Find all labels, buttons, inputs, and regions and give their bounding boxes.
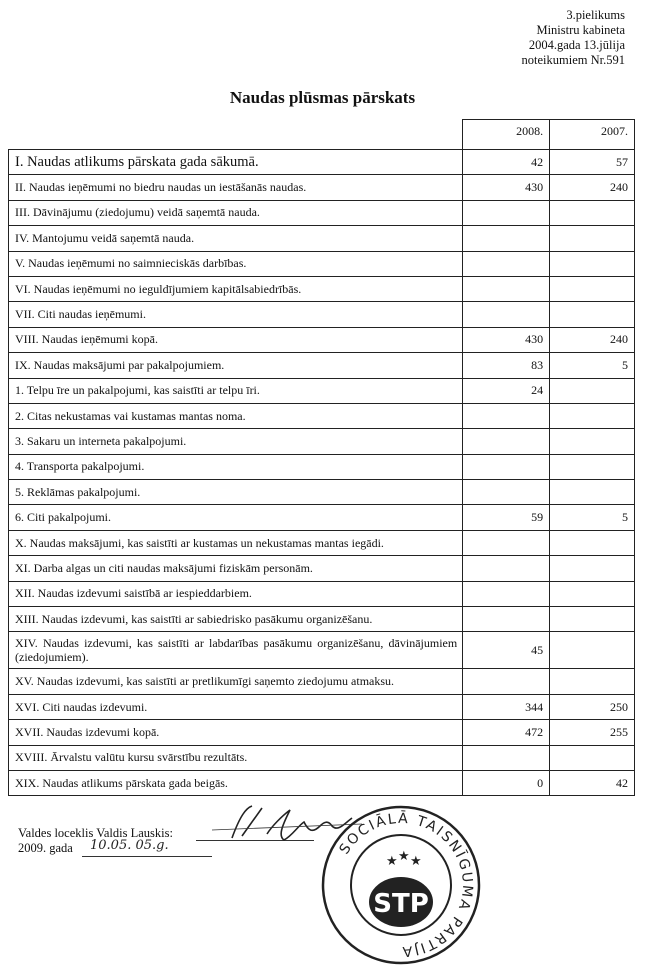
- appendix-note-line: noteikumiem Nr.591: [521, 53, 625, 67]
- value-2008: [463, 251, 550, 276]
- value-2007: [550, 745, 635, 770]
- table-row: [9, 480, 635, 505]
- value-2007: [550, 200, 635, 225]
- cash-flow-table: [8, 119, 635, 796]
- row-label: I. Naudas atlikums pārskata gada sākumā.: [9, 150, 463, 175]
- value-2007: [550, 530, 635, 555]
- row-label: 5. Reklāmas pakalpojumi.: [9, 480, 463, 505]
- row-label: IV. Mantojumu veidā saņemtā nauda.: [9, 226, 463, 251]
- column-header-2007: 2007.: [550, 120, 635, 150]
- row-label: 6. Citi pakalpojumi.: [9, 505, 463, 530]
- table-row: [9, 556, 635, 581]
- table-row: [9, 429, 635, 454]
- star-icon: ★: [398, 848, 410, 863]
- value-2008: 0: [463, 770, 550, 795]
- row-label: XIII. Naudas izdevumi, kas saistīti ar sabiedrisko pasākumu organizēšanu.: [9, 607, 463, 632]
- appendix-note-line: Ministru kabineta: [536, 23, 625, 37]
- handwritten-date: 10.05. 05.g.: [90, 838, 169, 853]
- value-2007: 5: [550, 505, 635, 530]
- row-label: 1. Telpu īre un pakalpojumi, kas saistīti ar telpu īri.: [9, 378, 463, 403]
- row-label: XII. Naudas izdevumi saistībā ar iespieddarbiem.: [9, 581, 463, 606]
- table-row: [9, 720, 635, 745]
- value-2007: 240: [550, 327, 635, 352]
- row-label: XVI. Citi naudas izdevumi.: [9, 694, 463, 719]
- party-stamp: [316, 800, 486, 975]
- row-label: XIV. Naudas izdevumi, kas saistīti ar labdarības pasākumu organizēšanu, dāvinājumiem (ziedojumiem).: [9, 632, 463, 669]
- value-2008: [463, 276, 550, 301]
- value-2007: [550, 581, 635, 606]
- row-label: XVII. Naudas izdevumi kopā.: [9, 720, 463, 745]
- value-2007: [550, 251, 635, 276]
- table-row: [9, 200, 635, 225]
- table-row: [9, 632, 635, 669]
- table-row: [9, 353, 635, 378]
- value-2007: [550, 403, 635, 428]
- value-2007: 255: [550, 720, 635, 745]
- row-label: X. Naudas maksājumi, kas saistīti ar kustamas un nekustamas mantas iegādi.: [9, 530, 463, 555]
- date-line: [82, 856, 212, 857]
- row-label: VII. Citi naudas ieņēmumi.: [9, 302, 463, 327]
- value-2007: [550, 632, 635, 669]
- value-2008: 42: [463, 150, 550, 175]
- value-2008: [463, 556, 550, 581]
- row-label: XVIII. Ārvalstu valūtu kursu svārstību rezultāts.: [9, 745, 463, 770]
- table-row: [9, 669, 635, 694]
- value-2007: [550, 607, 635, 632]
- value-2008: 24: [463, 378, 550, 403]
- stamp-seal: [316, 800, 486, 970]
- row-label: 3. Sakaru un interneta pakalpojumi.: [9, 429, 463, 454]
- document-title: Naudas plūsmas pārskats: [229, 88, 416, 107]
- value-2008: 59: [463, 505, 550, 530]
- value-2008: 430: [463, 175, 550, 200]
- table-row: [9, 454, 635, 479]
- header-blank-cell: [9, 120, 463, 150]
- table-row: [9, 694, 635, 719]
- value-2008: [463, 454, 550, 479]
- row-label: II. Naudas ieņēmumi no biedru naudas un iestāšanās naudas.: [9, 175, 463, 200]
- value-2008: [463, 226, 550, 251]
- value-2008: [463, 302, 550, 327]
- table-row: [9, 581, 635, 606]
- value-2008: 344: [463, 694, 550, 719]
- value-2008: [463, 669, 550, 694]
- value-2007: [550, 276, 635, 301]
- appendix-note-line: 2004.gada 13.jūlija: [528, 38, 625, 52]
- value-2007: 42: [550, 770, 635, 795]
- star-icon: ★: [410, 853, 422, 868]
- row-label: XV. Naudas izdevumi, kas saistīti ar pretlikumīgi saņemto ziedojumu atmaksu.: [9, 669, 463, 694]
- value-2008: [463, 403, 550, 428]
- value-2008: 83: [463, 353, 550, 378]
- row-label: VIII. Naudas ieņēmumi kopā.: [9, 327, 463, 352]
- table-row: [9, 770, 635, 795]
- value-2007: 250: [550, 694, 635, 719]
- value-2007: 57: [550, 150, 635, 175]
- value-2008: [463, 200, 550, 225]
- column-header-2008: 2008.: [463, 120, 550, 150]
- row-label: V. Naudas ieņēmumi no saimnieciskās darbības.: [9, 251, 463, 276]
- value-2008: 472: [463, 720, 550, 745]
- value-2007: [550, 480, 635, 505]
- value-2008: [463, 429, 550, 454]
- table-row: [9, 226, 635, 251]
- value-2007: [550, 429, 635, 454]
- cash-flow-table-body: [9, 120, 635, 796]
- value-2008: [463, 480, 550, 505]
- table-row: [9, 607, 635, 632]
- table-row: [9, 327, 635, 352]
- table-row: [9, 251, 635, 276]
- table-row: [9, 530, 635, 555]
- row-label: XI. Darba algas un citi naudas maksājumi fiziskām personām.: [9, 556, 463, 581]
- appendix-note-line: 3.pielikums: [566, 8, 625, 22]
- value-2007: 5: [550, 353, 635, 378]
- value-2008: [463, 745, 550, 770]
- signer-label: Valdes loceklis Valdis Lauskis:: [18, 826, 173, 840]
- value-2008: 45: [463, 632, 550, 669]
- table-row: [9, 745, 635, 770]
- table-row: [9, 403, 635, 428]
- table-row: [9, 150, 635, 175]
- table-row: [9, 378, 635, 403]
- stamp-logo-text: STP: [373, 889, 429, 919]
- stamp-ring-text: SOCIĀLĀ TAISNĪGUMA PARTIJA: [336, 810, 476, 960]
- appendix-note: [522, 8, 625, 68]
- value-2008: [463, 581, 550, 606]
- date-prefix: 2009. gada: [18, 841, 73, 855]
- row-label: III. Dāvinājumu (ziedojumu) veidā saņemtā nauda.: [9, 200, 463, 225]
- table-row: [9, 276, 635, 301]
- value-2008: [463, 530, 550, 555]
- value-2007: [550, 556, 635, 581]
- table-row: [9, 175, 635, 200]
- table-header-row: [9, 120, 635, 150]
- row-label: XIX. Naudas atlikums pārskata gada beigās.: [9, 770, 463, 795]
- row-label: 2. Citas nekustamas vai kustamas mantas noma.: [9, 403, 463, 428]
- row-label: IX. Naudas maksājumi par pakalpojumiem.: [9, 353, 463, 378]
- value-2007: [550, 226, 635, 251]
- row-label: VI. Naudas ieņēmumi no ieguldījumiem kapitālsabiedrībās.: [9, 276, 463, 301]
- value-2007: 240: [550, 175, 635, 200]
- value-2008: [463, 607, 550, 632]
- value-2007: [550, 669, 635, 694]
- star-icon: ★: [386, 853, 398, 868]
- table-row: [9, 505, 635, 530]
- value-2007: [550, 302, 635, 327]
- value-2007: [550, 378, 635, 403]
- value-2008: 430: [463, 327, 550, 352]
- table-row: [9, 302, 635, 327]
- value-2007: [550, 454, 635, 479]
- row-label: 4. Transporta pakalpojumi.: [9, 454, 463, 479]
